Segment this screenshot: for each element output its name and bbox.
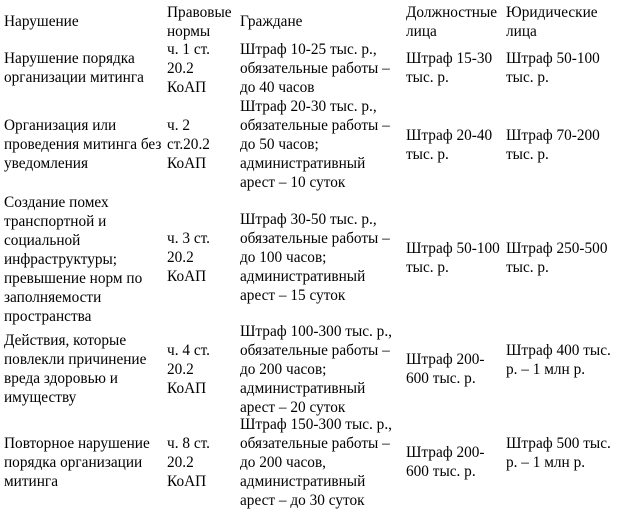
row3-officials: Штраф 50-100 тыс. р. (406, 240, 500, 276)
row1-violation: Нарушение порядка организации митинга (4, 50, 144, 86)
row5-norm: ч. 8 ст. 20.2 КоАП (167, 435, 210, 490)
row2-legal: Штраф 70-200 тыс. р. (506, 127, 600, 163)
header-officials: Должностные лица (406, 4, 498, 40)
row1-norm: ч. 1 ст. 20.2 КоАП (167, 41, 210, 96)
row5-violation: Повторное нарушение порядка организации митинга (4, 435, 150, 490)
row1-citizens: Штраф 10-25 тыс. р., обязательные работы – до 40 часов (240, 41, 390, 96)
row2-citizens: Штраф 20-30 тыс. р., обязательные работы – до 50 часов; административный арест – 10 суток (240, 98, 390, 191)
row2-violation: Организация или проведения митинга без уведомления (4, 117, 162, 172)
row3-violation: Создание помех транспортной и социальной инфраструктуры; превышение норм по заполняемости пространства (4, 194, 143, 325)
row2-norm: ч. 2 ст.20.2 КоАП (167, 117, 210, 172)
row1-legal: Штраф 50-100 тыс. р. (506, 50, 600, 86)
row3-citizens: Штраф 30-50 тыс. р., обязательные работы – до 100 часов; административный арест – 15 суток (240, 211, 390, 304)
row4-norm: ч. 4 ст. 20.2 КоАП (167, 342, 210, 397)
row4-legal: Штраф 400 тыс. р. – 1 млн р. (506, 342, 611, 378)
row5-legal: Штраф 500 тыс. р. – 1 млн р. (506, 435, 611, 471)
row3-legal: Штраф 250-500 тыс. р. (506, 240, 608, 276)
row5-officials: Штраф 200-600 тыс. р. (406, 444, 485, 480)
header-citizens: Граждане (240, 13, 303, 30)
row1-officials: Штраф 15-30 тыс. р. (406, 50, 493, 86)
row5-citizens: Штраф 150-300 тыс. р., обязательные работы – до 200 часов, административный арест – до 30 суток (240, 416, 392, 509)
header-legal: Юридические лица (506, 4, 598, 40)
row3-norm: ч. 3 ст. 20.2 КоАП (167, 230, 210, 285)
row4-officials: Штраф 200-600 тыс. р. (406, 351, 485, 387)
row4-citizens: Штраф 100-300 тыс. р., обязательные работы – до 200 часов; административный арест – 20 суток (240, 323, 392, 416)
header-violation: Нарушение (4, 13, 79, 30)
row4-violation: Действия, которые повлекли причинение вреда здоровью и имуществу (4, 332, 147, 406)
header-norms: Правовые нормы (167, 4, 232, 40)
row2-officials: Штраф 20-40 тыс. р. (406, 127, 493, 163)
